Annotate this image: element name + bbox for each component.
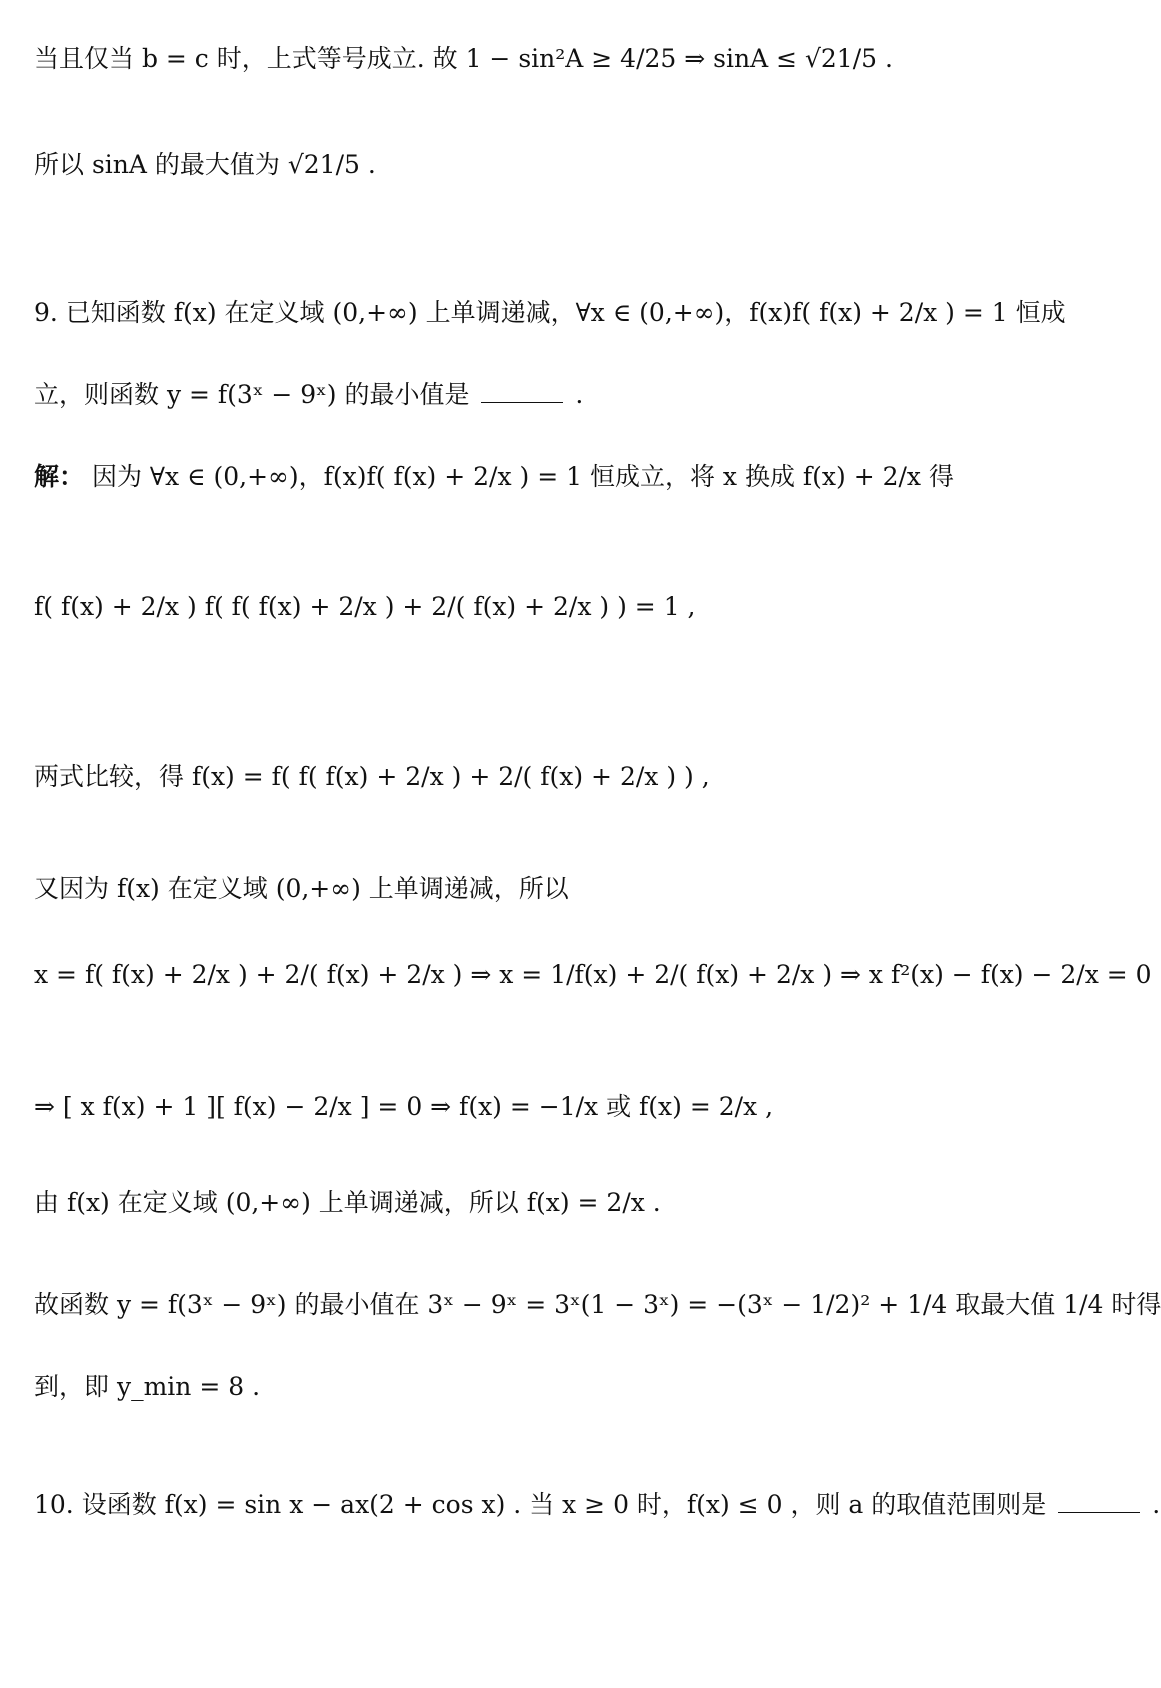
line-1: 当且仅当 b = c 时，上式等号成立. 故 1 − sin²A ≥ 4/25 ⇒ sinA ≤ √21/5 .: [34, 44, 893, 73]
text-line-2: [34, 148, 376, 182]
text-line-14: [34, 1488, 1160, 1522]
line-10: ⇒ [ x f(x) + 1 ][ f(x) − 2/x ] = 0 ⇒ f(x) = −1/x 或 f(x) = 2/x ,: [34, 1092, 774, 1121]
line-2: 所以 sinA 的最大值为 √21/5 .: [34, 150, 376, 179]
line-4-end: .: [575, 380, 584, 409]
line-9: x = f( f(x) + 2/x ) + 2/( f(x) + 2/x ) ⇒ x = 1/f(x) + 2/( f(x) + 2/x ) ⇒ x f²(x) − f(x) − 2/x = 0: [34, 960, 1152, 989]
line-5: 因为 ∀x ∈ (0,+∞)，f(x)f( f(x) + 2/x ) = 1 恒成立，将 x 换成 f(x) + 2/x 得: [91, 462, 954, 491]
text-line-13: [34, 1370, 260, 1404]
line-14: 10. 设函数 f(x) = sin x − ax(2 + cos x) . 当 x ≥ 0 时，f(x) ≤ 0 ，则 a 的取值范围则是: [34, 1490, 1047, 1519]
text-line-12: [34, 1288, 1161, 1322]
text-line-11: [34, 1186, 661, 1220]
line-3: 9. 已知函数 f(x) 在定义域 (0,+∞) 上单调递减，∀x ∈ (0,+∞)，f(x)f( f(x) + 2/x ) = 1 恒成: [34, 298, 1066, 327]
text-line-5: [34, 460, 954, 494]
line-6: f( f(x) + 2/x ) f( f( f(x) + 2/x ) + 2/( f(x) + 2/x ) ) = 1 ,: [34, 592, 696, 621]
line-4: 立，则函数 y = f(3ˣ − 9ˣ) 的最小值是: [34, 380, 470, 409]
line-12: 故函数 y = f(3ˣ − 9ˣ) 的最小值在 3ˣ − 9ˣ = 3ˣ(1 − 3ˣ) = −(3ˣ − 1/2)² + 1/4 取最大值 1/4 时得: [34, 1290, 1161, 1319]
solution-label: 解：: [34, 462, 85, 491]
text-line-9: [34, 958, 1152, 992]
answer-blank-2: [1058, 1512, 1140, 1513]
text-line-6: [34, 590, 696, 624]
text-line-4: [34, 378, 583, 412]
answer-blank: [481, 402, 563, 403]
line-14-end: .: [1152, 1490, 1161, 1519]
line-8: 又因为 f(x) 在定义域 (0,+∞) 上单调递减，所以: [34, 874, 569, 903]
line-11: 由 f(x) 在定义域 (0,+∞) 上单调递减，所以 f(x) = 2/x .: [34, 1188, 661, 1217]
text-line-10: [34, 1090, 773, 1124]
line-7: 两式比较，得 f(x) = f( f( f(x) + 2/x ) + 2/( f(x) + 2/x ) ) ,: [34, 762, 710, 791]
text-line-1: [34, 42, 893, 76]
text-line-3: [34, 296, 1066, 330]
text-line-8: [34, 872, 569, 906]
line-13: 到，即 y_min = 8 .: [34, 1372, 261, 1401]
text-line-7: [34, 760, 710, 794]
